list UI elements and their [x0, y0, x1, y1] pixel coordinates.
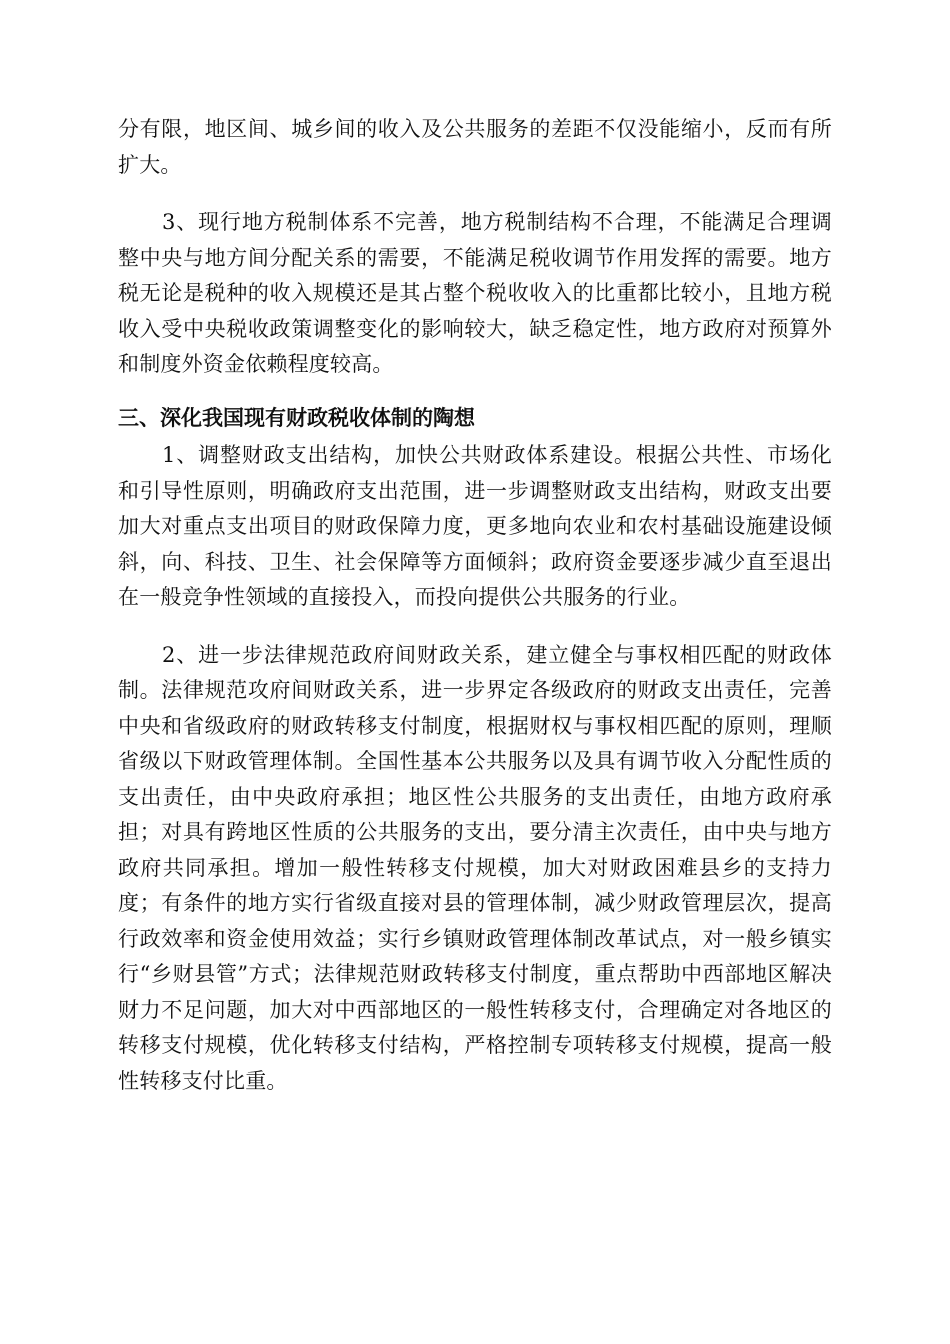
document-page — [118, 112, 832, 1099]
section-heading: 三、深化我国现有财政税收体制的陶想 — [118, 405, 475, 430]
paragraph-point-3: 3、现行地方税制体系不完善，地方税制结构不合理，不能满足合理调整中央与地方间分配关系的需要，不能满足税收调节作用发挥的需要。地方税无论是税种的收入规模还是其占整个税收收入的比重都比较小，且地方税收入受中央税收政策调整变化的影响较大，缺乏稳定性，地方政府对预算外和制度外资金依赖程度较高。 — [118, 210, 832, 376]
paragraph-point-2: 2、进一步法律规范政府间财政关系，建立健全与事权相匹配的财政体制。法律规范攻府间财政关系，进一步界定各级政府的财政支出责任，完善中央和省级政府的财政转移支付制度，根据财权与事权相匹配的原则，理顺省级以下财政管理体制。全国性基本公共服务以及具有调节收入分配性质的支出责任，由中央政府承担；地区性公共服务的支出责任，由地方政府承担；对具有跨地区性质的公共服务的支出，要分清主次责任，由中央与地方政府共同承担。增加一般性转移支付规模，加大对财政困难县乡的支持力度；有条件的地方实行省级直接对县的管理体制，减少财政管理层次，提高行政效率和资金使用效益；实行乡镇财政管理体制改革试点，对一般乡镇实行“乡财县管”方式；法律规范财政转移支付制度，重点帮助中西部地区解决财力不足问题，加大对中西部地区的一般性转移支付，合理确定对各地区的转移支付规模，优化转移支付结构，严格控制专项转移支付规模，提高一般性转移支付比重。 — [118, 642, 832, 1093]
paragraph-point-1: 1、调整财政支出结构，加快公共财政体系建设。根据公共性、市场化和引导性原则，明确政府支出范围，进一步调整财政支出结构，财政支出要加大对重点支出项目的财政保障力度，更多地向农业和农村基础设施建设倾斜，向、科技、卫生、社会保障等方面倾斜；政府资金要逐步减少直至退出在一般竞争性领域的直接投入，而投向提供公共服务的行业。 — [118, 443, 832, 609]
paragraph-continuation: 分有限，地区间、城乡间的收入及公共服务的差距不仅没能缩小，反而有所扩大。 — [118, 117, 832, 177]
